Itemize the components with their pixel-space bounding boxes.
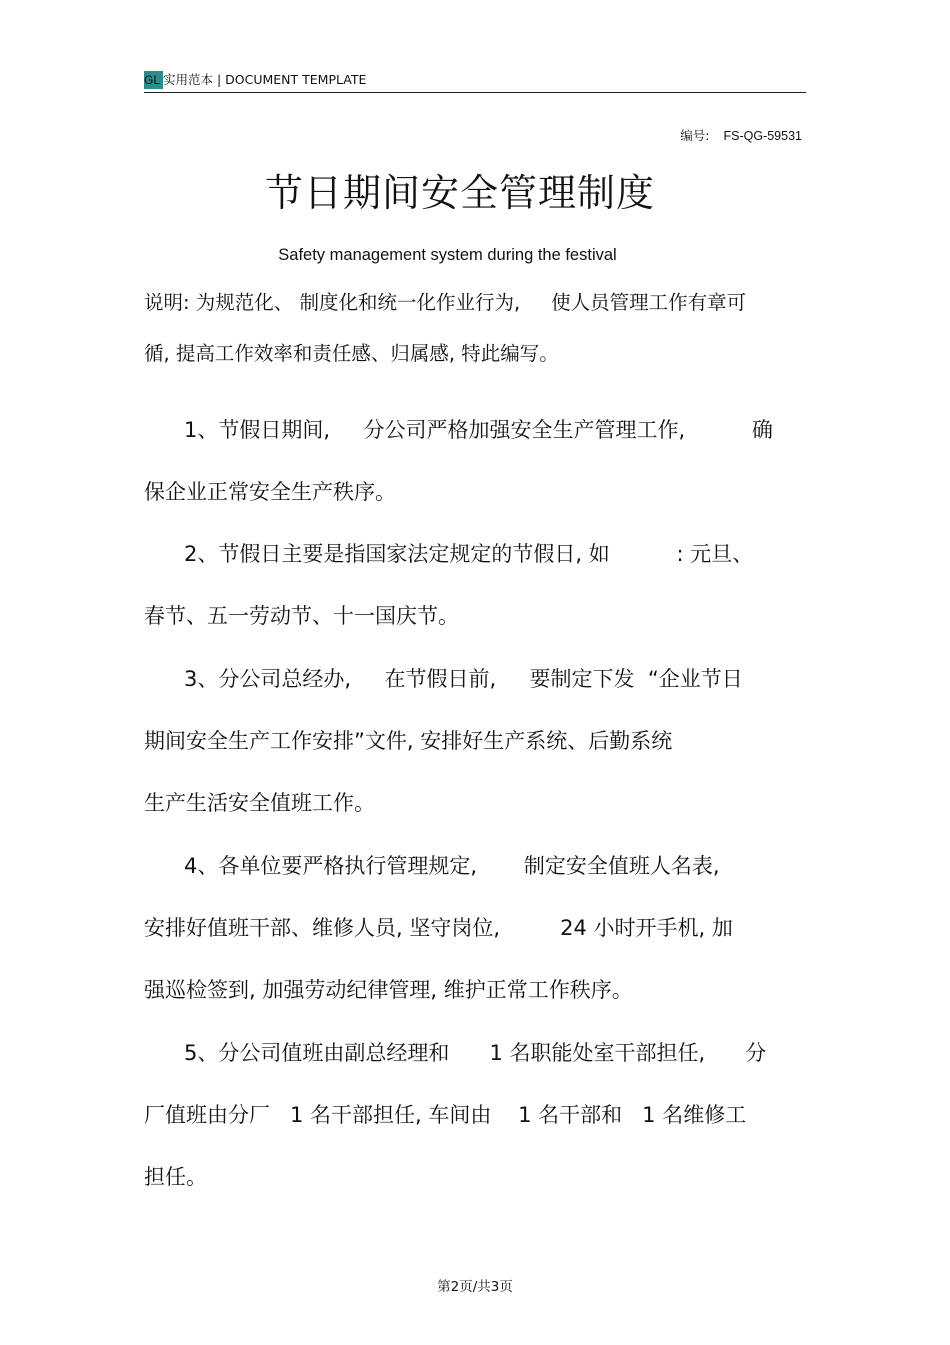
- body-line: 担任。: [144, 1165, 207, 1189]
- document-subtitle: Safety management system during the festival: [278, 246, 617, 264]
- intro-line: 循, 提高工作效率和责任感、归属感, 特此编写。: [144, 342, 559, 365]
- body-line: 保企业正常安全生产秩序。: [144, 480, 396, 504]
- page-footer: 第2页/共3页: [437, 1279, 513, 1295]
- body-line: 1、节假日期间, 分公司严格加强安全生产管理工作, 确: [144, 418, 773, 442]
- document-number-value: FS-QG-59531: [723, 129, 802, 143]
- body-line: 强巡检签到, 加强劳动纪律管理, 维护正常工作秩序。: [144, 978, 633, 1002]
- intro-line: 说明: 为规范化、 制度化和统一化作业行为, 使人员管理工作有章可: [144, 291, 747, 314]
- body-line: 安排好值班干部、维修人员, 坚守岗位, 24 小时开手机, 加: [144, 916, 733, 940]
- body-line: 4、各单位要严格执行管理规定, 制定安全值班人名表,: [144, 854, 720, 878]
- document-title: 节日期间安全管理制度: [264, 171, 655, 215]
- body-line: 3、分公司总经办, 在节假日前, 要制定下发 “企业节日: [144, 667, 743, 691]
- body-line: 5、分公司值班由副总经理和 1 名职能处室干部担任, 分: [144, 1041, 767, 1065]
- body-line: 期间安全生产工作安排”文件, 安排好生产系统、后勤系统: [144, 729, 673, 753]
- logo-text: GL: [144, 73, 161, 87]
- document-number-label: 编号:: [680, 128, 710, 143]
- body-line: 生产生活安全值班工作。: [144, 791, 375, 815]
- document-number: [680, 126, 802, 144]
- body-line: 春节、五一劳动节、十一国庆节。: [144, 604, 459, 628]
- header-title: 实用范本 | DOCUMENT TEMPLATE: [163, 72, 367, 87]
- body-line: 厂值班由分厂 1 名干部担任, 车间由 1 名干部和 1 名维修工: [144, 1103, 747, 1127]
- page-header: [144, 70, 806, 93]
- body-line: 2、节假日主要是指国家法定规定的节假日, 如 : 元旦、: [144, 542, 754, 566]
